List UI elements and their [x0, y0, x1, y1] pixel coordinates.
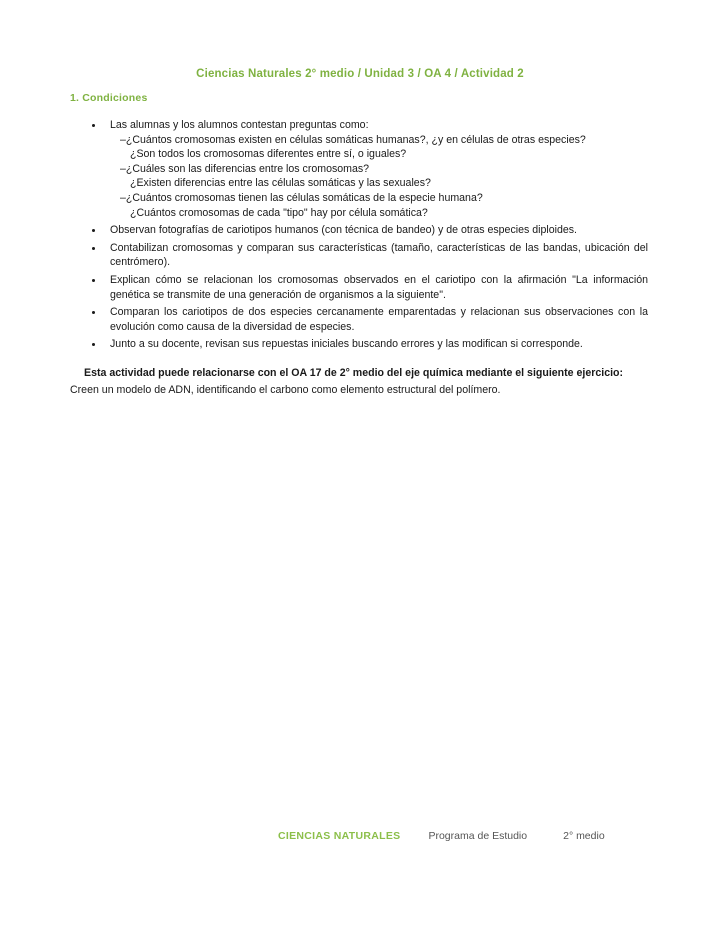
footer-program-label: Programa de Estudio [428, 830, 528, 842]
document-body [70, 118, 648, 398]
list-item-explican: Explican cómo se relacionan los cromosomas observados en el cariotipo con la afirmación "La información genética se transmite de una generación de organismos a la siguiente". [70, 273, 648, 302]
list-item-contabilizan: Contabilizan cromosomas y comparan sus características (tamaño, características de las bandas, ubicación del centrómero). [70, 241, 648, 270]
list-item-intro-questions [70, 118, 648, 220]
question-item: ¿Existen diferencias entre las células somáticas y las sexuales? [130, 177, 431, 190]
question-item: ¿Son todos los cromosomas diferentes entre sí, o iguales? [130, 148, 407, 161]
document-title: Ciencias Naturales 2° medio / Unidad 3 / OA 4 / Actividad 2 [196, 68, 524, 80]
footer-subject-brand: CIENCIAS NATURALES [278, 830, 401, 842]
footer-level-label: 2° medio [563, 830, 605, 842]
question-item: ¿Cuántos cromosomas de cada "tipo" hay por célula somática? [130, 206, 428, 219]
question-item: –¿Cuántos cromosomas tienen las células somáticas de la especie humana? [120, 191, 483, 204]
activity-steps-list [70, 118, 648, 352]
list-item-observan: Observan fotografías de cariotipos humanos (con técnica de bandeo) y de otras especies diploides. [70, 223, 648, 238]
intro-text: Las alumnas y los alumnos contestan preguntas como: [110, 119, 369, 131]
question-item: –¿Cuáles son las diferencias entre los cromosomas? [120, 162, 370, 175]
list-item-comparan: Comparan los cariotipos de dos especies cercanamente emparentadas y relacionan sus observaciones con la evolución como causa de la diversidad de especies. [70, 305, 648, 334]
questions-list [110, 133, 648, 221]
related-oa-exercise: Creen un modelo de ADN, identificando el carbono como elemento estructural del polímero. [70, 383, 501, 396]
list-item-junto-docente: Junto a su docente, revisan sus repuestas iniciales buscando errores y las modifican si corresponde. [70, 337, 648, 352]
question-item: –¿Cuántos cromosomas existen en células somáticas humanas?, ¿y en células de otras especies? [120, 133, 586, 146]
related-oa-note: Esta actividad puede relacionarse con el OA 17 de 2° medio del eje química mediante el siguiente ejercicio: [84, 366, 624, 379]
page-footer [0, 830, 720, 842]
section-heading: 1. Condiciones [70, 92, 148, 104]
